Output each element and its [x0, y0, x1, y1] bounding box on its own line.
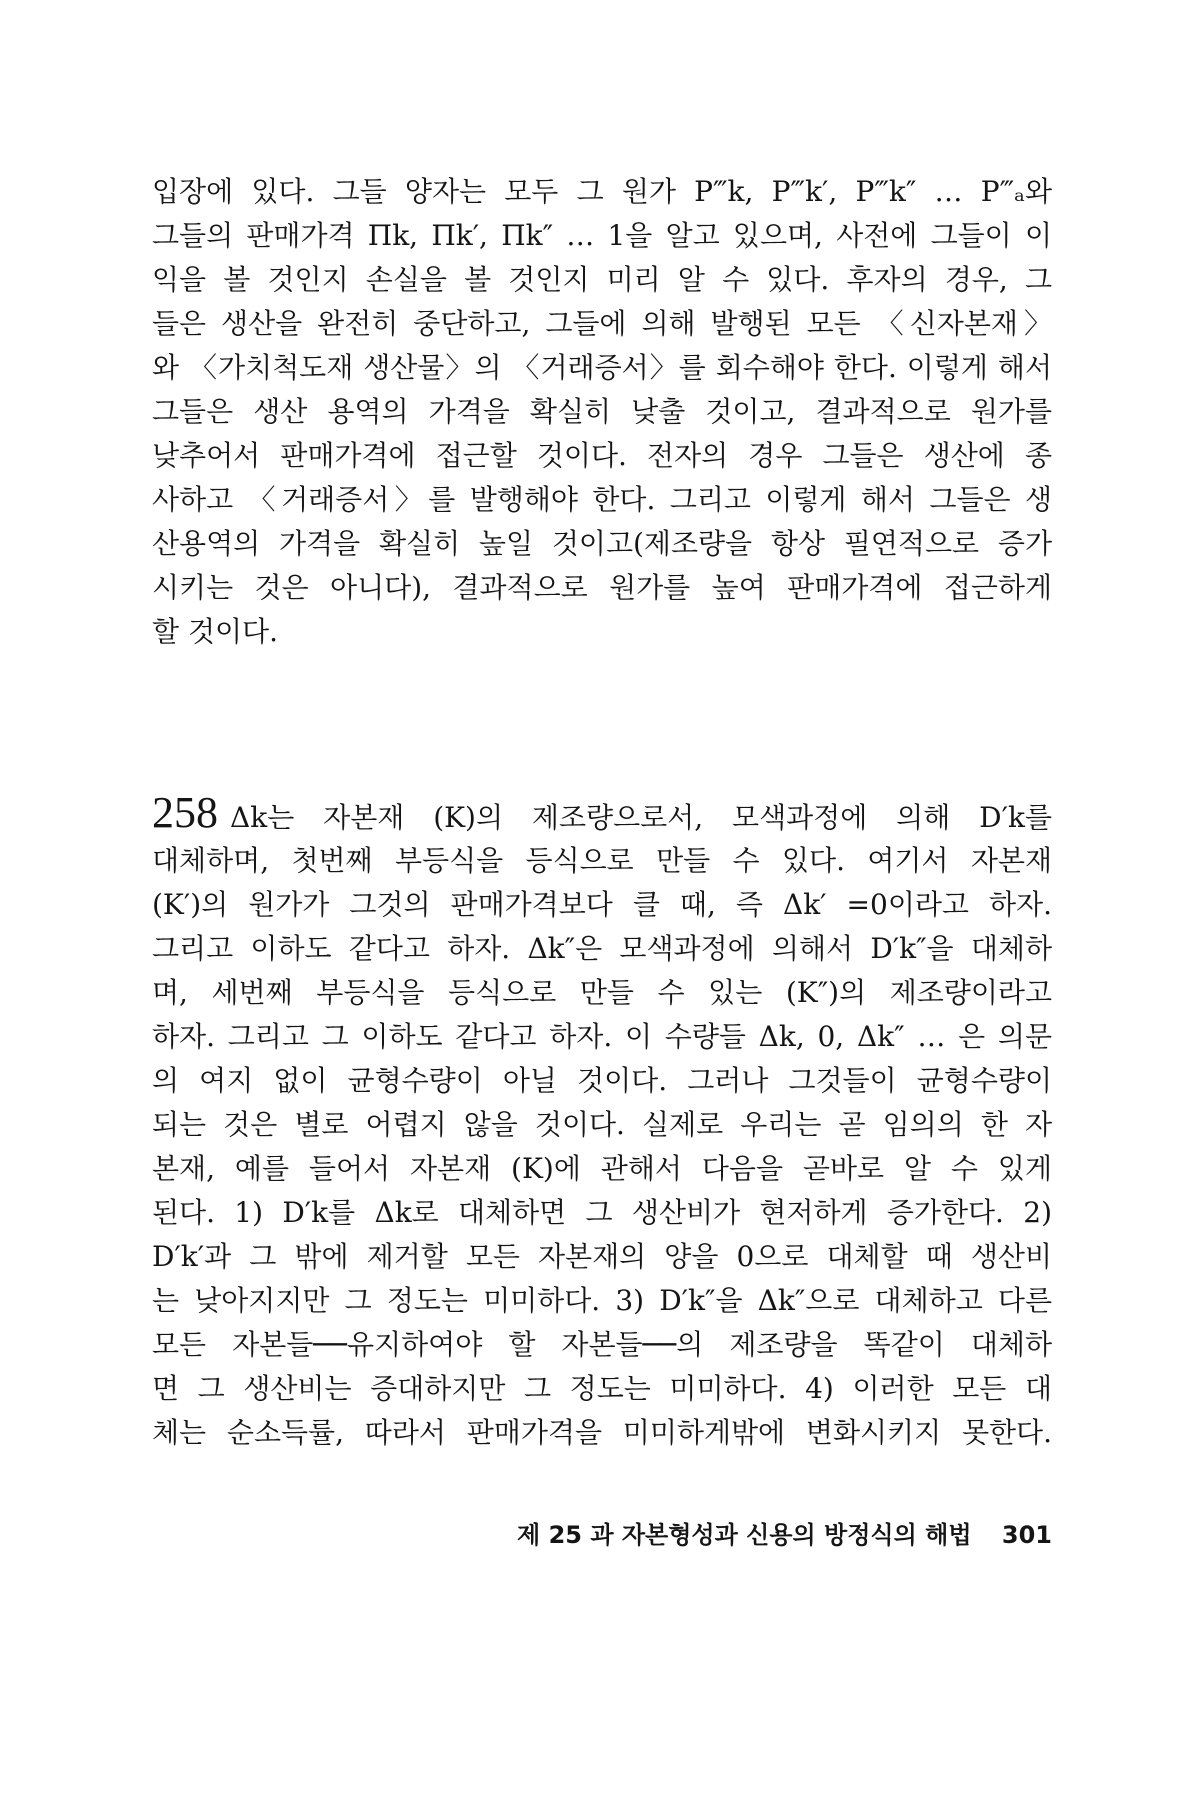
- text-line: 는 낮아지지만 그 정도는 미미하다. 3) D′k″을 Δk″으로 대체하고 다른: [152, 1284, 1052, 1317]
- text-line: 체는 순소득률, 따라서 판매가격을 미미하게밖에 변화시키지 못한다.: [152, 1416, 1052, 1449]
- text-line: 익을 볼 것인지 손실을 볼 것인지 미리 알 수 있다. 후자의 경우, 그: [152, 263, 1052, 296]
- text-line: D′k′과 그 밖에 제거할 모든 자본재의 양을 0으로 대체할 때 생산비: [152, 1240, 1052, 1273]
- running-footer: [152, 1515, 1052, 1555]
- text-line: 낮추어서 판매가격에 접근할 것이다. 전자의 경우 그들은 생산에 종: [152, 439, 1052, 472]
- paragraph-258: [152, 783, 1052, 1455]
- paragraph-first-line: [152, 783, 1052, 843]
- chapter-label: 제 25 과: [517, 1521, 614, 1549]
- text-line: 사하고 〈거래증서〉를 발행해야 한다. 그리고 이렇게 해서 그들은 생: [152, 483, 1052, 516]
- text-line: 모든 자본들──유지하여야 할 자본들──의 제조량을 똑같이 대체하: [152, 1328, 1052, 1361]
- text-line: 그들은 생산 용역의 가격을 확실히 낮출 것이고, 결과적으로 원가를: [152, 395, 1052, 428]
- text-line: 입장에 있다. 그들 양자는 모두 그 원가 P‴k, P‴k′, P‴k″ … P‴ₐ와: [152, 175, 1052, 208]
- text-line: 의 여지 없이 균형수량이 아닐 것이다. 그러나 그것들이 균형수량이: [152, 1064, 1052, 1097]
- text-line: (K′)의 원가가 그것의 판매가격보다 클 때, 즉 Δk′ =0이라고 하자.: [152, 888, 1052, 921]
- section-number: 258: [152, 788, 218, 837]
- text-line: 산용역의 가격을 확실히 높일 것이고(제조량을 항상 필연적으로 증가: [152, 527, 1052, 560]
- text-line: 대체하며, 첫번째 부등식을 등식으로 만들 수 있다. 여기서 자본재: [152, 844, 1052, 877]
- page-number: 301: [1001, 1521, 1052, 1549]
- text-line: 그들의 판매가격 Πk, Πk′, Πk″ … 1을 알고 있으며, 사전에 그들이 이: [152, 219, 1052, 252]
- text-line: 면 그 생산비는 증대하지만 그 정도는 미미하다. 4) 이러한 모든 대: [152, 1372, 1052, 1405]
- text-line: 하자. 그리고 그 이하도 같다고 하자. 이 수량들 Δk, 0, Δk″ … 은 의문: [152, 1020, 1052, 1053]
- text-line: 와 〈가치척도재 생산물〉의 〈거래증서〉를 회수해야 한다. 이렇게 해서: [152, 351, 1052, 384]
- text-line: 그리고 이하도 같다고 하자. Δk″은 모색과정에 의해서 D′k″을 대체하: [152, 932, 1052, 965]
- text-line: 된다. 1) D′k를 Δk로 대체하면 그 생산비가 현저하게 증가한다. 2): [152, 1196, 1052, 1229]
- text-line: Δk는 자본재 (K)의 제조량으로서, 모색과정에 의해 D′k를: [230, 801, 1052, 834]
- text-line: 본재, 예를 들어서 자본재 (K)에 관해서 다음을 곧바로 알 수 있게: [152, 1152, 1052, 1185]
- text-line: 들은 생산을 완전히 중단하고, 그들에 의해 발행된 모든 〈신자본재〉: [152, 307, 1052, 340]
- chapter-title: 자본형성과 신용의 방정식의 해법: [621, 1521, 972, 1549]
- text-line: 시키는 것은 아니다), 결과적으로 원가를 높여 판매가격에 접근하게: [152, 571, 1052, 604]
- text-line: 되는 것은 별로 어렵지 않을 것이다. 실제로 우리는 곧 임의의 한 자: [152, 1108, 1052, 1141]
- text-line: 할 것이다.: [152, 615, 278, 648]
- text-line: 며, 세번째 부등식을 등식으로 만들 수 있는 (K″)의 제조량이라고: [152, 976, 1052, 1009]
- paragraph-1: [152, 170, 1052, 654]
